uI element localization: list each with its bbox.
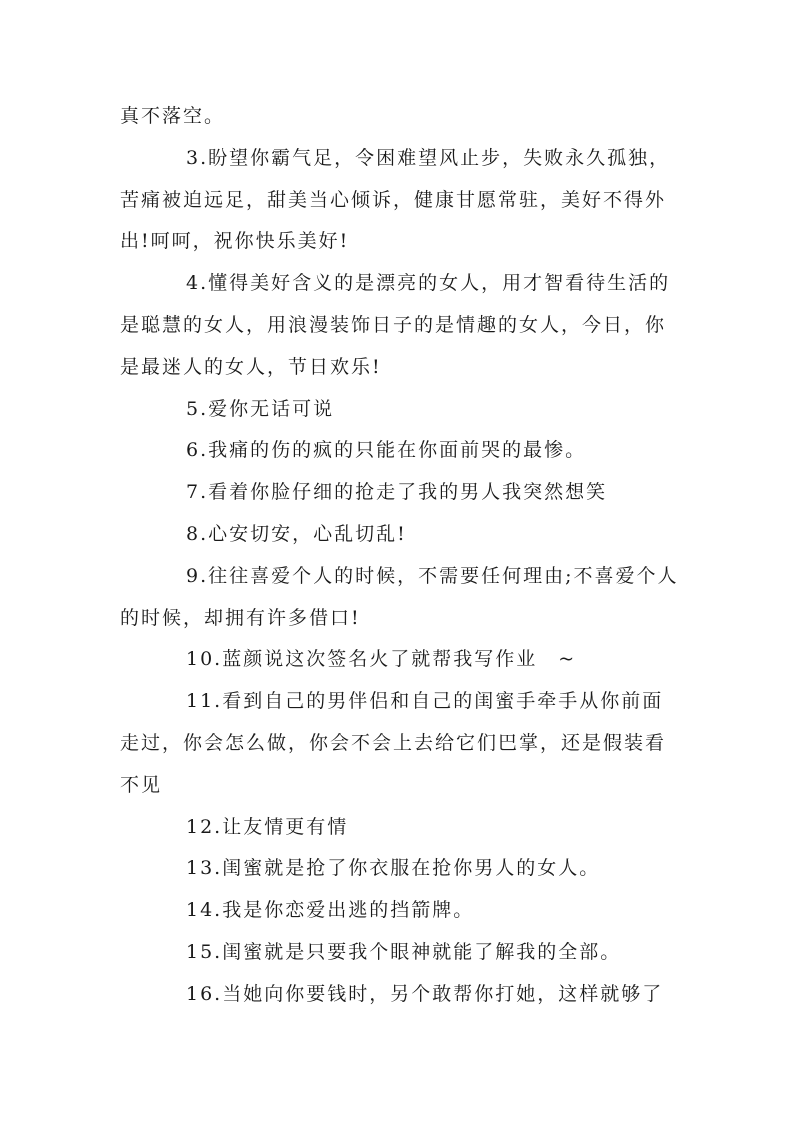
paragraph: 13.闺蜜就是抢了你衣服在抢你男人的女人。 bbox=[186, 857, 601, 880]
paragraph: 7.看着你脸仔细的抢走了我的男人我突然想笑 bbox=[186, 481, 608, 504]
document-body bbox=[120, 96, 680, 1016]
paragraph: 5.爱你无话可说 bbox=[186, 397, 335, 420]
paragraph: 8.心安切安，心乱切乱! bbox=[186, 522, 407, 545]
paragraph: 真不落空。 bbox=[120, 105, 226, 127]
paragraph: 10.蓝颜说这次签名火了就帮我写作业 ~ bbox=[186, 648, 577, 671]
paragraph: 16.当她向你要钱时，另个敢帮你打她，这样就够了 bbox=[186, 982, 664, 1005]
paragraph: 15.闺蜜就是只要我个眼神就能了解我的全部。 bbox=[186, 940, 622, 963]
paragraph: 11.看到自己的男伴侣和自己的闺蜜手牵手从你前面走过，你会怎么做，你会不会上去给它们巴掌，还是假装看不见 bbox=[120, 690, 667, 796]
paragraph: 4.懂得美好含义的是漂亮的女人，用才智看待生活的是聪慧的女人，用浪漫装饰日子的是情趣的女人，今日，你是最迷人的女人，节日欢乐! bbox=[120, 272, 671, 378]
paragraph: 6.我痛的伤的疯的只能在你面前哭的最惨。 bbox=[186, 439, 587, 462]
paragraph: 12.让友情更有情 bbox=[186, 815, 349, 838]
paragraph: 9.往往喜爱个人的时候，不需要任何理由;不喜爱个人的时候，却拥有许多借口! bbox=[120, 564, 679, 629]
paragraph: 14.我是你恋爱出逃的挡箭牌。 bbox=[186, 899, 475, 922]
paragraph: 3.盼望你霸气足，令困难望风止步，失败永久孤独，苦痛被迫远足，甜美当心倾诉，健康甘愿常驻，美好不得外出!呵呵，祝你快乐美好! bbox=[120, 146, 671, 253]
